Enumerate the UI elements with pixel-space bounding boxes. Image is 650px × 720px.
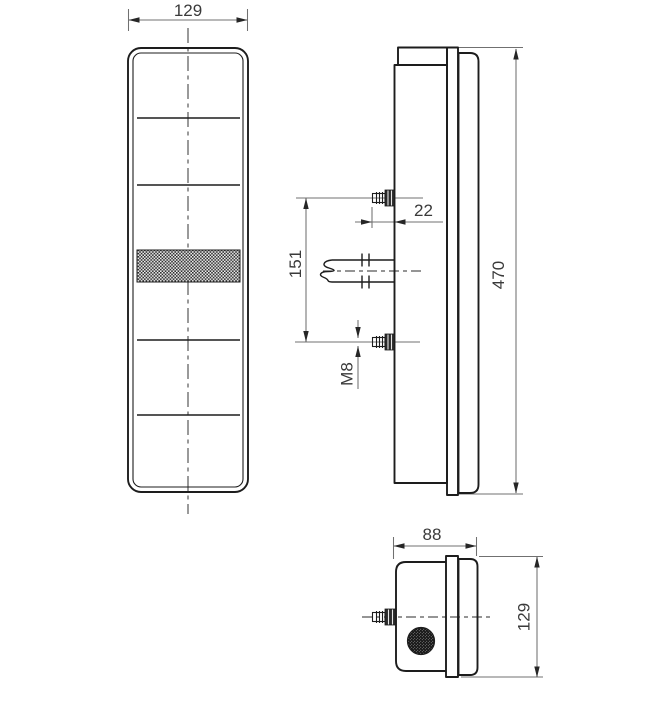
arrowhead-left — [394, 543, 405, 548]
stud-nut — [385, 190, 395, 206]
cable-break-squiggle — [321, 260, 335, 282]
arrowhead-bottom — [513, 483, 518, 494]
side-view — [321, 48, 479, 496]
dim-body-depth-label: 88 — [422, 525, 442, 544]
bottom-view — [362, 556, 490, 677]
arrowhead-bottom — [303, 331, 308, 342]
reflector-band — [137, 250, 240, 282]
arrowhead-right — [237, 17, 248, 22]
dim-stud-protrusion-label: 22 — [414, 201, 433, 220]
front-view — [128, 28, 248, 514]
dim-side-width-label: 129 — [514, 602, 534, 632]
bottom-flange-outline — [446, 556, 458, 677]
dim-stud-spacing-label: 151 — [286, 249, 305, 279]
arrowhead-bottom — [534, 667, 539, 678]
dim-stud-thread-label: M8 — [337, 362, 357, 386]
arrowhead-left — [129, 17, 140, 22]
top-cap-outline — [398, 48, 447, 66]
arrowhead-left — [361, 219, 372, 224]
arrowhead-top — [534, 557, 539, 568]
dim-stud-spacing — [286, 198, 423, 342]
stud-nut — [385, 334, 395, 350]
lens-profile-outline — [459, 53, 479, 493]
housing-outline — [395, 65, 448, 483]
arrowhead-right — [466, 543, 477, 548]
arrowhead-up — [355, 346, 360, 357]
mounting-flange-outline — [447, 48, 458, 496]
dim-front-width — [129, 1, 248, 31]
dim-stud-thread — [338, 320, 361, 389]
stud-nut — [385, 609, 396, 625]
dim-stud-protrusion — [355, 201, 443, 228]
arrowhead-top — [303, 198, 308, 209]
arrowhead-top — [513, 49, 518, 60]
dim-front-width-label: 129 — [173, 1, 203, 20]
dim-overall-height-label: 470 — [489, 260, 508, 290]
arrowhead-right — [395, 219, 406, 224]
dim-body-depth — [394, 525, 477, 559]
cable-exit — [321, 254, 421, 289]
cable-grommet — [408, 628, 435, 655]
arrowhead-down — [355, 327, 360, 338]
